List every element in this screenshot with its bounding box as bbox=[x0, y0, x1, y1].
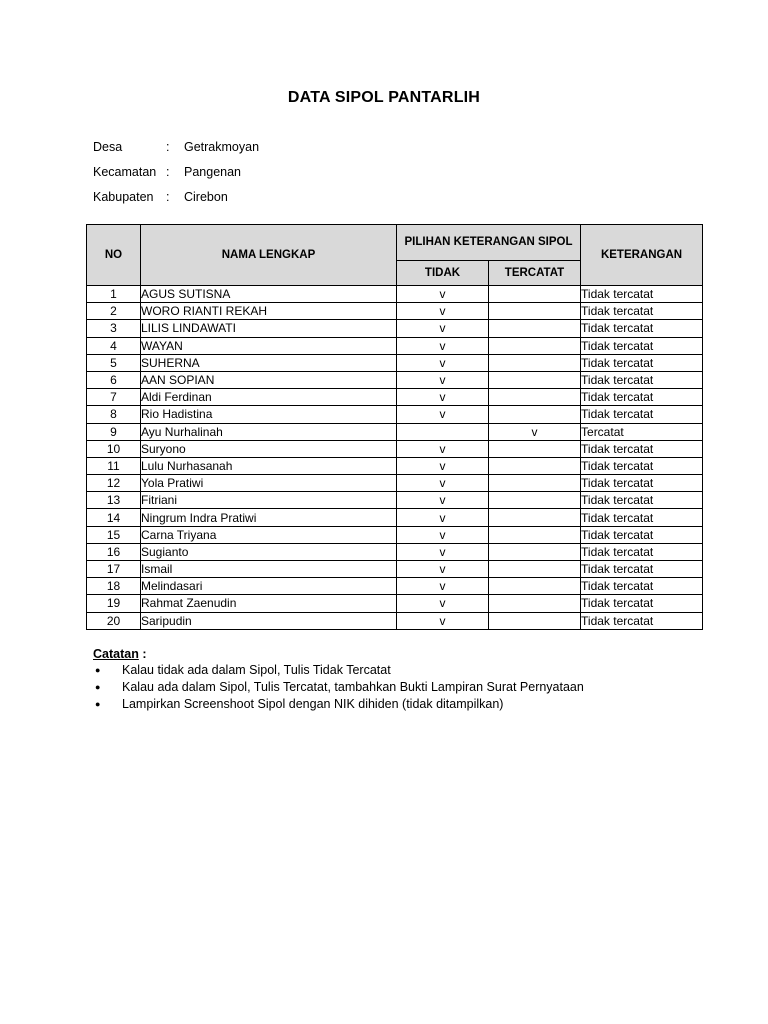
notes-title: Catatan bbox=[93, 647, 139, 661]
cell-no: 18 bbox=[87, 578, 141, 595]
table-row bbox=[87, 612, 703, 629]
cell-no: 14 bbox=[87, 509, 141, 526]
cell-keterangan: Tidak tercatat bbox=[581, 389, 703, 406]
cell-tidak: v bbox=[397, 509, 489, 526]
cell-keterangan: Tidak tercatat bbox=[581, 526, 703, 543]
bullet-icon: ● bbox=[95, 698, 101, 709]
header-tercatat: TERCATAT bbox=[489, 261, 581, 286]
cell-no: 19 bbox=[87, 595, 141, 612]
cell-tidak: v bbox=[397, 406, 489, 423]
table-row bbox=[87, 457, 703, 474]
cell-keterangan: Tidak tercatat bbox=[581, 492, 703, 509]
cell-nama: LILIS LINDAWATI bbox=[141, 320, 397, 337]
cell-keterangan: Tidak tercatat bbox=[581, 543, 703, 560]
table-row bbox=[87, 320, 703, 337]
cell-tercatat bbox=[489, 286, 581, 303]
table-body bbox=[87, 286, 703, 630]
cell-no: 20 bbox=[87, 612, 141, 629]
cell-tidak: v bbox=[397, 286, 489, 303]
cell-no: 6 bbox=[87, 371, 141, 388]
header-no: NO bbox=[87, 225, 141, 286]
cell-tidak: v bbox=[397, 320, 489, 337]
meta-row-desa bbox=[93, 134, 259, 159]
cell-tidak: v bbox=[397, 526, 489, 543]
cell-keterangan: Tidak tercatat bbox=[581, 371, 703, 388]
sipol-table bbox=[86, 224, 703, 630]
cell-tidak: v bbox=[397, 337, 489, 354]
cell-keterangan: Tidak tercatat bbox=[581, 475, 703, 492]
notes-heading bbox=[93, 647, 584, 661]
cell-tercatat bbox=[489, 492, 581, 509]
table-row bbox=[87, 475, 703, 492]
cell-tidak: v bbox=[397, 561, 489, 578]
table-row bbox=[87, 509, 703, 526]
cell-nama: Aldi Ferdinan bbox=[141, 389, 397, 406]
cell-nama: WORO RIANTI REKAH bbox=[141, 303, 397, 320]
cell-nama: Saripudin bbox=[141, 612, 397, 629]
table-row bbox=[87, 440, 703, 457]
table-row bbox=[87, 354, 703, 371]
cell-no: 9 bbox=[87, 423, 141, 440]
cell-tercatat bbox=[489, 371, 581, 388]
cell-keterangan: Tidak tercatat bbox=[581, 320, 703, 337]
cell-tercatat bbox=[489, 303, 581, 320]
cell-nama: Ayu Nurhalinah bbox=[141, 423, 397, 440]
table-row bbox=[87, 526, 703, 543]
cell-keterangan: Tercatat bbox=[581, 423, 703, 440]
cell-no: 11 bbox=[87, 457, 141, 474]
cell-keterangan: Tidak tercatat bbox=[581, 595, 703, 612]
table-row bbox=[87, 578, 703, 595]
table-row bbox=[87, 423, 703, 440]
cell-tercatat bbox=[489, 475, 581, 492]
cell-tidak: v bbox=[397, 303, 489, 320]
cell-nama: WAYAN bbox=[141, 337, 397, 354]
cell-no: 7 bbox=[87, 389, 141, 406]
cell-keterangan: Tidak tercatat bbox=[581, 440, 703, 457]
cell-tercatat bbox=[489, 612, 581, 629]
table-row bbox=[87, 595, 703, 612]
cell-tidak: v bbox=[397, 612, 489, 629]
meta-label: Desa bbox=[93, 139, 123, 154]
location-info bbox=[93, 134, 259, 209]
cell-nama: AAN SOPIAN bbox=[141, 371, 397, 388]
cell-nama: Ismail bbox=[141, 561, 397, 578]
cell-tercatat bbox=[489, 320, 581, 337]
note-item bbox=[93, 695, 584, 712]
cell-no: 3 bbox=[87, 320, 141, 337]
cell-nama: Sugianto bbox=[141, 543, 397, 560]
cell-keterangan: Tidak tercatat bbox=[581, 354, 703, 371]
cell-tidak: v bbox=[397, 389, 489, 406]
table-row bbox=[87, 406, 703, 423]
table-row bbox=[87, 337, 703, 354]
cell-keterangan: Tidak tercatat bbox=[581, 612, 703, 629]
meta-label: Kabupaten bbox=[93, 189, 154, 204]
cell-tidak bbox=[397, 423, 489, 440]
cell-nama: Suryono bbox=[141, 440, 397, 457]
cell-tercatat bbox=[489, 543, 581, 560]
cell-tidak: v bbox=[397, 595, 489, 612]
meta-colon: : bbox=[166, 189, 170, 204]
table-row bbox=[87, 543, 703, 560]
cell-tercatat bbox=[489, 595, 581, 612]
note-text: Lampirkan Screenshoot Sipol dengan NIK dihiden (tidak ditampilkan) bbox=[122, 696, 504, 711]
cell-nama: Fitriani bbox=[141, 492, 397, 509]
cell-no: 10 bbox=[87, 440, 141, 457]
meta-colon: : bbox=[166, 139, 170, 154]
cell-nama: AGUS SUTISNA bbox=[141, 286, 397, 303]
cell-nama: Rio Hadistina bbox=[141, 406, 397, 423]
header-keterangan: KETERANGAN bbox=[581, 225, 703, 286]
cell-nama: Rahmat Zaenudin bbox=[141, 595, 397, 612]
cell-tercatat bbox=[489, 578, 581, 595]
meta-row-kecamatan bbox=[93, 159, 259, 184]
header-nama-lengkap: NAMA LENGKAP bbox=[141, 225, 397, 286]
header-pilihan-keterangan: PILIHAN KETERANGAN SIPOL bbox=[397, 225, 581, 261]
cell-tidak: v bbox=[397, 492, 489, 509]
cell-tercatat bbox=[489, 526, 581, 543]
cell-tercatat bbox=[489, 440, 581, 457]
cell-nama: Lulu Nurhasanah bbox=[141, 457, 397, 474]
notes-title-suffix: : bbox=[138, 647, 147, 661]
page-title: DATA SIPOL PANTARLIH bbox=[287, 89, 481, 106]
cell-no: 17 bbox=[87, 561, 141, 578]
table-row bbox=[87, 492, 703, 509]
cell-tercatat bbox=[489, 354, 581, 371]
cell-tercatat: v bbox=[489, 423, 581, 440]
meta-value: Pangenan bbox=[184, 164, 242, 179]
table-row bbox=[87, 303, 703, 320]
cell-no: 8 bbox=[87, 406, 141, 423]
notes-list bbox=[93, 661, 584, 712]
cell-keterangan: Tidak tercatat bbox=[581, 561, 703, 578]
cell-nama: Yola Pratiwi bbox=[141, 475, 397, 492]
table-row bbox=[87, 561, 703, 578]
cell-no: 16 bbox=[87, 543, 141, 560]
note-text: Kalau tidak ada dalam Sipol, Tulis Tidak Tercatat bbox=[122, 662, 391, 677]
cell-keterangan: Tidak tercatat bbox=[581, 286, 703, 303]
table-row bbox=[87, 371, 703, 388]
note-item bbox=[93, 678, 584, 695]
cell-nama: SUHERNA bbox=[141, 354, 397, 371]
cell-no: 15 bbox=[87, 526, 141, 543]
cell-keterangan: Tidak tercatat bbox=[581, 509, 703, 526]
cell-tidak: v bbox=[397, 440, 489, 457]
meta-colon: : bbox=[166, 164, 170, 179]
cell-tercatat bbox=[489, 389, 581, 406]
cell-keterangan: Tidak tercatat bbox=[581, 303, 703, 320]
cell-keterangan: Tidak tercatat bbox=[581, 406, 703, 423]
notes-section bbox=[93, 647, 584, 712]
cell-tercatat bbox=[489, 406, 581, 423]
cell-nama: Ningrum Indra Pratiwi bbox=[141, 509, 397, 526]
cell-tercatat bbox=[489, 457, 581, 474]
cell-no: 12 bbox=[87, 475, 141, 492]
meta-value: Cirebon bbox=[184, 189, 228, 204]
bullet-icon: ● bbox=[95, 664, 101, 675]
cell-no: 2 bbox=[87, 303, 141, 320]
cell-keterangan: Tidak tercatat bbox=[581, 337, 703, 354]
cell-keterangan: Tidak tercatat bbox=[581, 457, 703, 474]
cell-nama: Carna Triyana bbox=[141, 526, 397, 543]
bullet-icon: ● bbox=[95, 681, 101, 692]
cell-no: 5 bbox=[87, 354, 141, 371]
cell-tidak: v bbox=[397, 475, 489, 492]
cell-nama: Melindasari bbox=[141, 578, 397, 595]
cell-tercatat bbox=[489, 337, 581, 354]
meta-label: Kecamatan bbox=[93, 164, 157, 179]
cell-no: 13 bbox=[87, 492, 141, 509]
note-item bbox=[93, 661, 584, 678]
cell-keterangan: Tidak tercatat bbox=[581, 578, 703, 595]
table-row bbox=[87, 286, 703, 303]
cell-tidak: v bbox=[397, 371, 489, 388]
cell-tidak: v bbox=[397, 354, 489, 371]
cell-tidak: v bbox=[397, 457, 489, 474]
cell-no: 4 bbox=[87, 337, 141, 354]
cell-tidak: v bbox=[397, 543, 489, 560]
cell-tidak: v bbox=[397, 578, 489, 595]
table-row bbox=[87, 389, 703, 406]
meta-row-kabupaten bbox=[93, 184, 259, 209]
header-tidak: TIDAK bbox=[397, 261, 489, 286]
cell-tercatat bbox=[489, 509, 581, 526]
cell-tercatat bbox=[489, 561, 581, 578]
meta-value: Getrakmoyan bbox=[184, 139, 260, 154]
note-text: Kalau ada dalam Sipol, Tulis Tercatat, tambahkan Bukti Lampiran Surat Pernyataan bbox=[122, 679, 584, 694]
cell-no: 1 bbox=[87, 286, 141, 303]
